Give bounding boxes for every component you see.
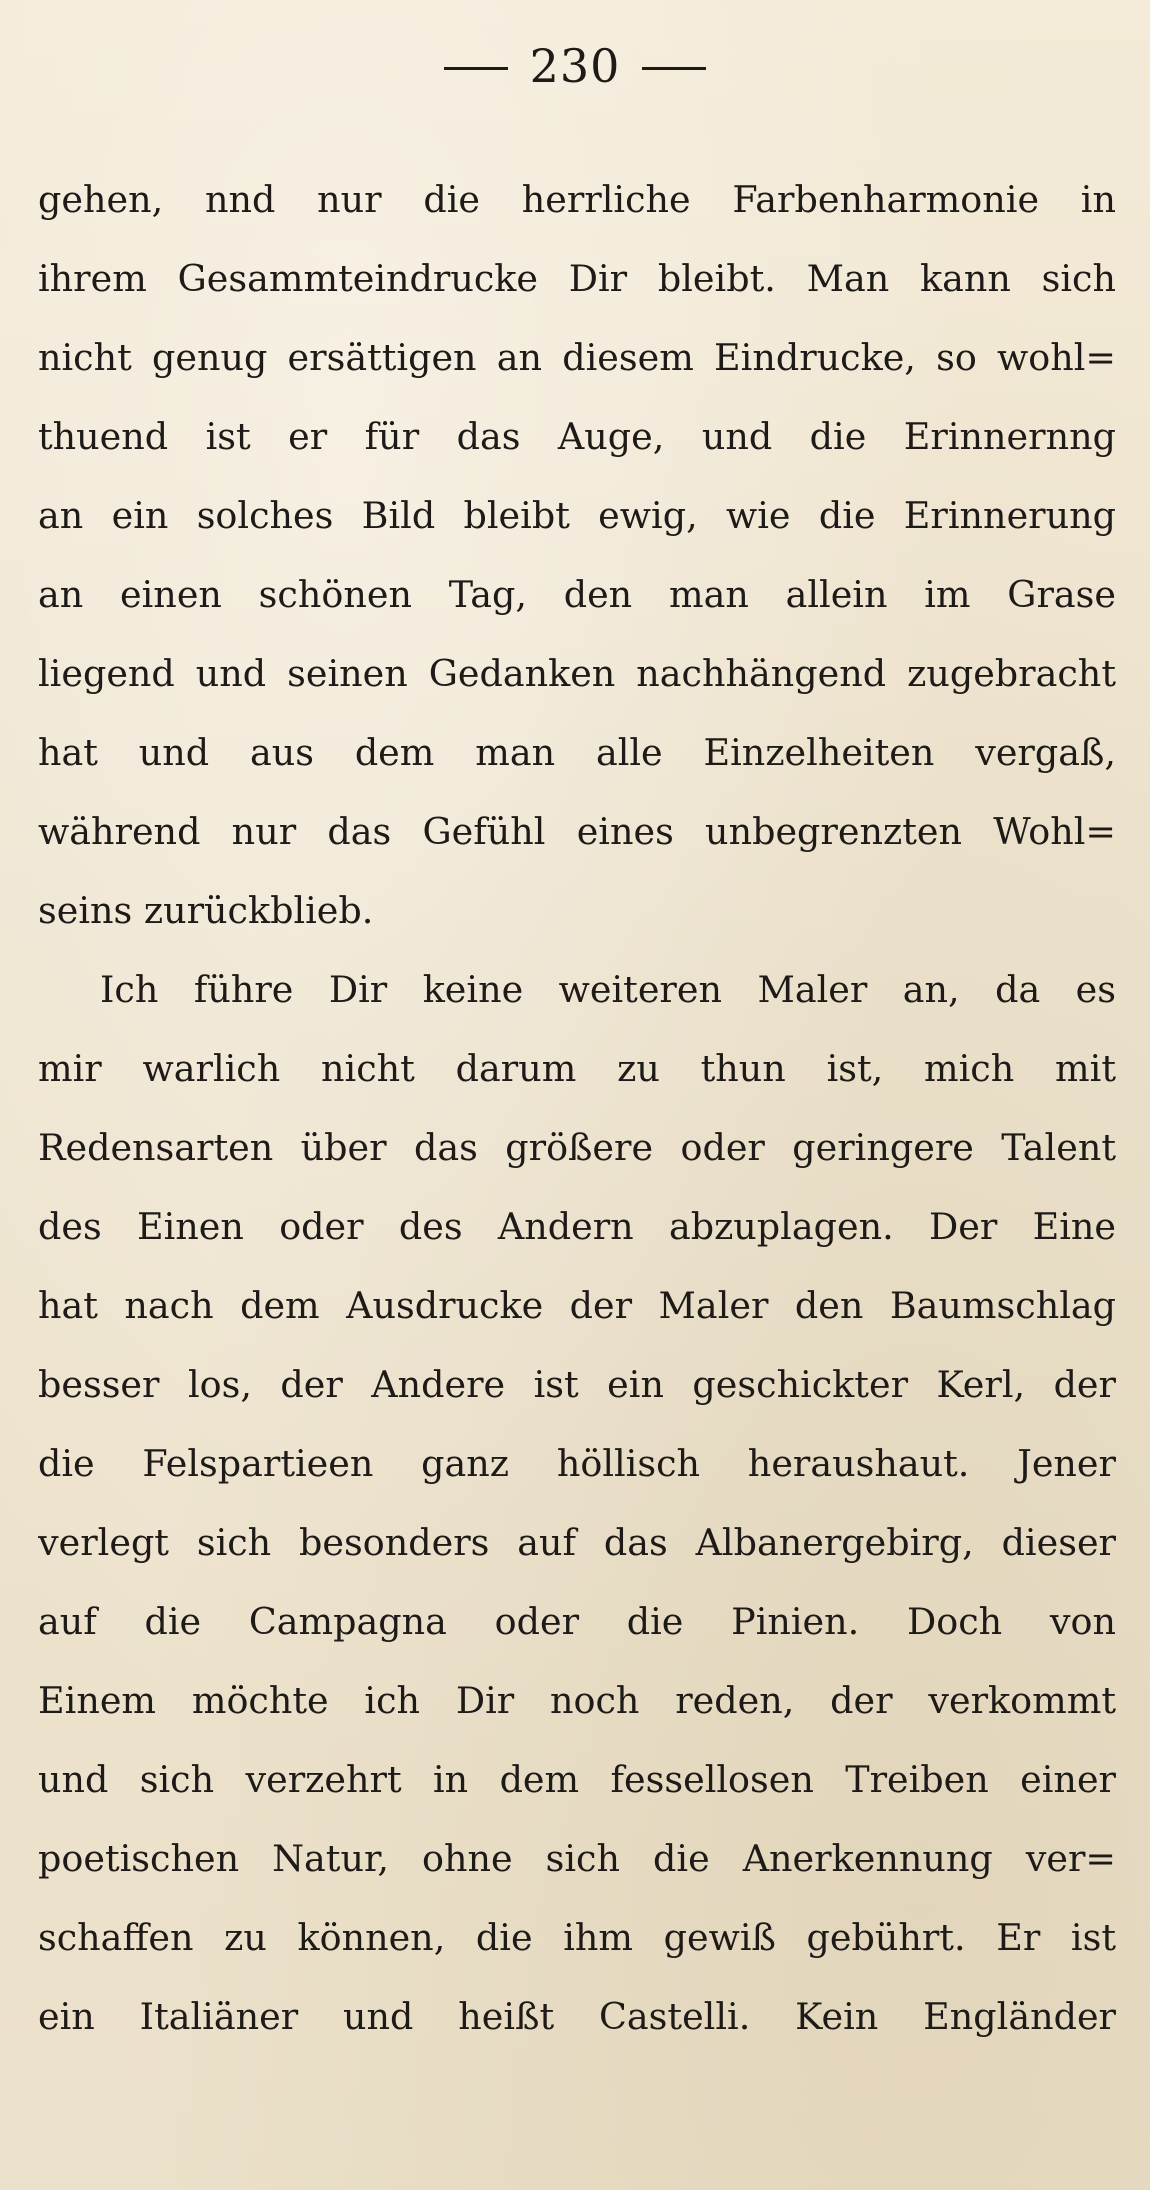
text-line: seins zurückblieb.: [38, 889, 374, 932]
text-line: an ein solches Bild bleibt ewig, wie die Erinnerung: [38, 494, 1116, 537]
text-line: Ich führe Dir keine weiteren Maler an, da es: [100, 968, 1116, 1011]
text-line: und sich verzehrt in dem fessellosen Treiben einer: [38, 1758, 1116, 1801]
text-line: des Einen oder des Andern abzuplagen. Der Eine: [38, 1205, 1116, 1248]
text-line: thuend ist er für das Auge, und die Erinnernng: [38, 415, 1116, 458]
paragraph: [38, 160, 1116, 950]
text-line: ein Italiäner und heißt Castelli. Kein Engländer: [38, 1995, 1116, 2038]
page-number: [0, 34, 1150, 98]
text-line: hat und aus dem man alle Einzelheiten vergaß,: [38, 731, 1116, 774]
page-number-value: 230: [529, 39, 621, 93]
text-line: mir warlich nicht darum zu thun ist, mich mit: [38, 1047, 1116, 1090]
left-dash: [444, 67, 508, 70]
text-line: während nur das Gefühl eines unbegrenzten Wohl=: [38, 810, 1116, 853]
text-line: gehen, nnd nur die herrliche Farbenharmonie in: [38, 178, 1116, 221]
text-line: die Felspartieen ganz höllisch heraushaut. Jener: [38, 1442, 1116, 1485]
right-dash: [642, 67, 706, 70]
body-text: [38, 160, 1116, 2056]
text-line: hat nach dem Ausdrucke der Maler den Baumschlag: [38, 1284, 1116, 1327]
text-line: schaffen zu können, die ihm gewiß gebührt. Er ist: [38, 1916, 1116, 1959]
paragraph: [38, 950, 1116, 2056]
text-line: besser los, der Andere ist ein geschickter Kerl, der: [38, 1363, 1116, 1406]
text-line: Einem möchte ich Dir noch reden, der verkommt: [38, 1679, 1116, 1722]
text-line: ihrem Gesammteindrucke Dir bleibt. Man kann sich: [38, 257, 1116, 300]
text-line: nicht genug ersättigen an diesem Eindrucke, so wohl=: [38, 336, 1116, 379]
text-line: poetischen Natur, ohne sich die Anerkennung ver=: [38, 1837, 1116, 1880]
text-line: liegend und seinen Gedanken nachhängend zugebracht: [38, 652, 1116, 695]
text-line: verlegt sich besonders auf das Albanergebirg, dieser: [38, 1521, 1116, 1564]
text-line: Redensarten über das größere oder geringere Talent: [38, 1126, 1116, 1169]
text-line: auf die Campagna oder die Pinien. Doch von: [38, 1600, 1116, 1643]
text-line: an einen schönen Tag, den man allein im Grase: [38, 573, 1116, 616]
